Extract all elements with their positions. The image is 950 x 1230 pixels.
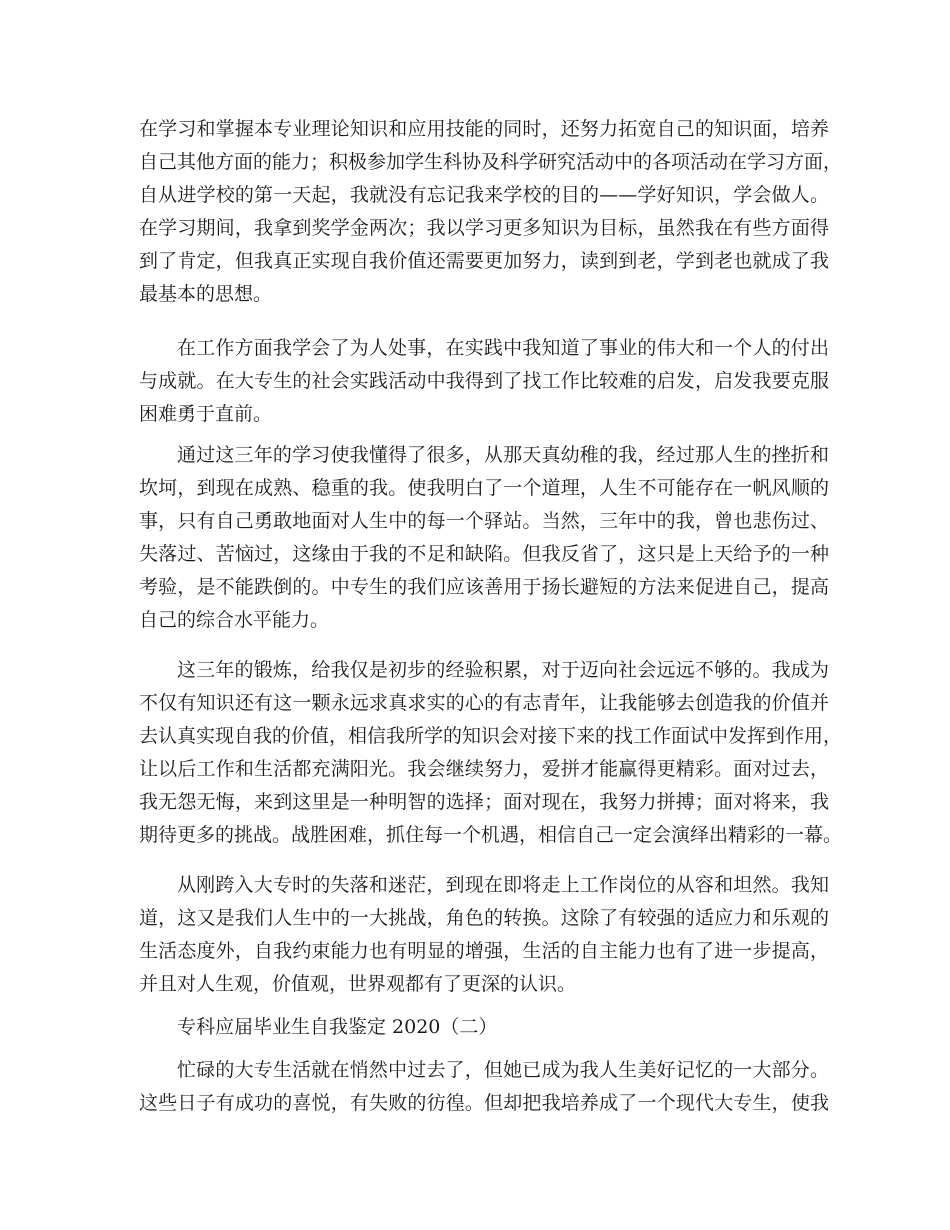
paragraph-line: 失落过、苦恼过，这缘由于我的不足和缺陷。但我反省了，这只是上天给予的一种 — [139, 543, 829, 565]
paragraph-line: 不仅有知识还有这一颗永远求真求实的心的有志青年，让我能够去创造我的价值并 — [139, 692, 829, 714]
paragraph-line: 道，这又是我们人生中的一大挑战，角色的转换。这除了有较强的适应力和乐观的 — [139, 907, 829, 929]
paragraph-line: 考验，是不能跌倒的。中专生的我们应该善用于扬长避短的方法来促进自己，提高 — [139, 576, 829, 598]
paragraph-line: 事，只有自己勇敢地面对人生中的每一个驿站。当然，三年中的我，曾也悲伤过、 — [139, 510, 829, 532]
paragraph-line: 到了肯定，但我真正实现自我价值还需要更加努力，读到到老，学到老也就成了我 — [139, 250, 829, 272]
section-heading: 专科应届毕业生自我鉴定 2020（二） — [177, 1016, 498, 1038]
paragraph-line: 坎坷，到现在成熟、稳重的我。使我明白了一个道理，人生不可能存在一帆风顺的 — [139, 477, 829, 499]
paragraph-line: 通过这三年的学习使我懂得了很多，从那天真幼稚的我，经过那人生的挫折和 — [177, 444, 829, 466]
paragraph-line: 自己其他方面的能力；积极参加学生科协及科学研究活动中的各项活动在学习方面， — [139, 151, 843, 173]
paragraph-line: 最基本的思想。 — [139, 283, 273, 305]
paragraph-line: 期待更多的挑战。战胜困难，抓住每一个机遇，相信自己一定会演绎出精彩的一幕。 — [139, 824, 843, 846]
paragraph-line: 忙碌的大专生活就在悄然中过去了，但她已成为我人生美好记忆的一大部分。 — [177, 1059, 829, 1081]
paragraph-line: 在工作方面我学会了为人处事，在实践中我知道了事业的伟大和一个人的付出 — [177, 337, 829, 359]
paragraph-line: 这三年的锻炼，给我仅是初步的经验积累，对于迈向社会远远不够的。我成为 — [177, 659, 829, 681]
paragraph-line: 在学习和掌握本专业理论知识和应用技能的同时，还努力拓宽自己的知识面，培养 — [139, 118, 829, 140]
paragraph-line: 自从进学校的第一天起，我就没有忘记我来学校的目的——学好知识，学会做人。 — [139, 184, 829, 206]
paragraph-line: 在学习期间，我拿到奖学金两次；我以学习更多知识为目标，虽然我在有些方面得 — [139, 217, 829, 239]
paragraph-line: 我无怨无悔，来到这里是一种明智的选择；面对现在，我努力拼搏；面对将来，我 — [139, 791, 829, 813]
paragraph-line: 并且对人生观，价值观，世界观都有了更深的认识。 — [139, 973, 577, 995]
paragraph-line: 生活态度外，自我约束能力也有明显的增强，生活的自主能力也有了进一步提高， — [139, 940, 829, 962]
paragraph-line: 困难勇于直前。 — [139, 403, 273, 425]
paragraph-line: 从刚跨入大专时的失落和迷茫，到现在即将走上工作岗位的从容和坦然。我知 — [177, 874, 829, 896]
paragraph-line: 与成就。在大专生的社会实践活动中我得到了找工作比较难的启发，启发我要克服 — [139, 370, 829, 392]
paragraph-line: 让以后工作和生活都充满阳光。我会继续努力，爱拼才能赢得更精彩。面对过去， — [139, 758, 829, 780]
paragraph-line: 自己的综合水平能力。 — [139, 609, 330, 631]
paragraph-line: 去认真实现自我的价值，相信我所学的知识会对接下来的找工作面试中发挥到作用， — [139, 725, 843, 747]
paragraph-line: 这些日子有成功的喜悦，有失败的彷徨。但却把我培养成了一个现代大专生，使我 — [139, 1092, 829, 1114]
